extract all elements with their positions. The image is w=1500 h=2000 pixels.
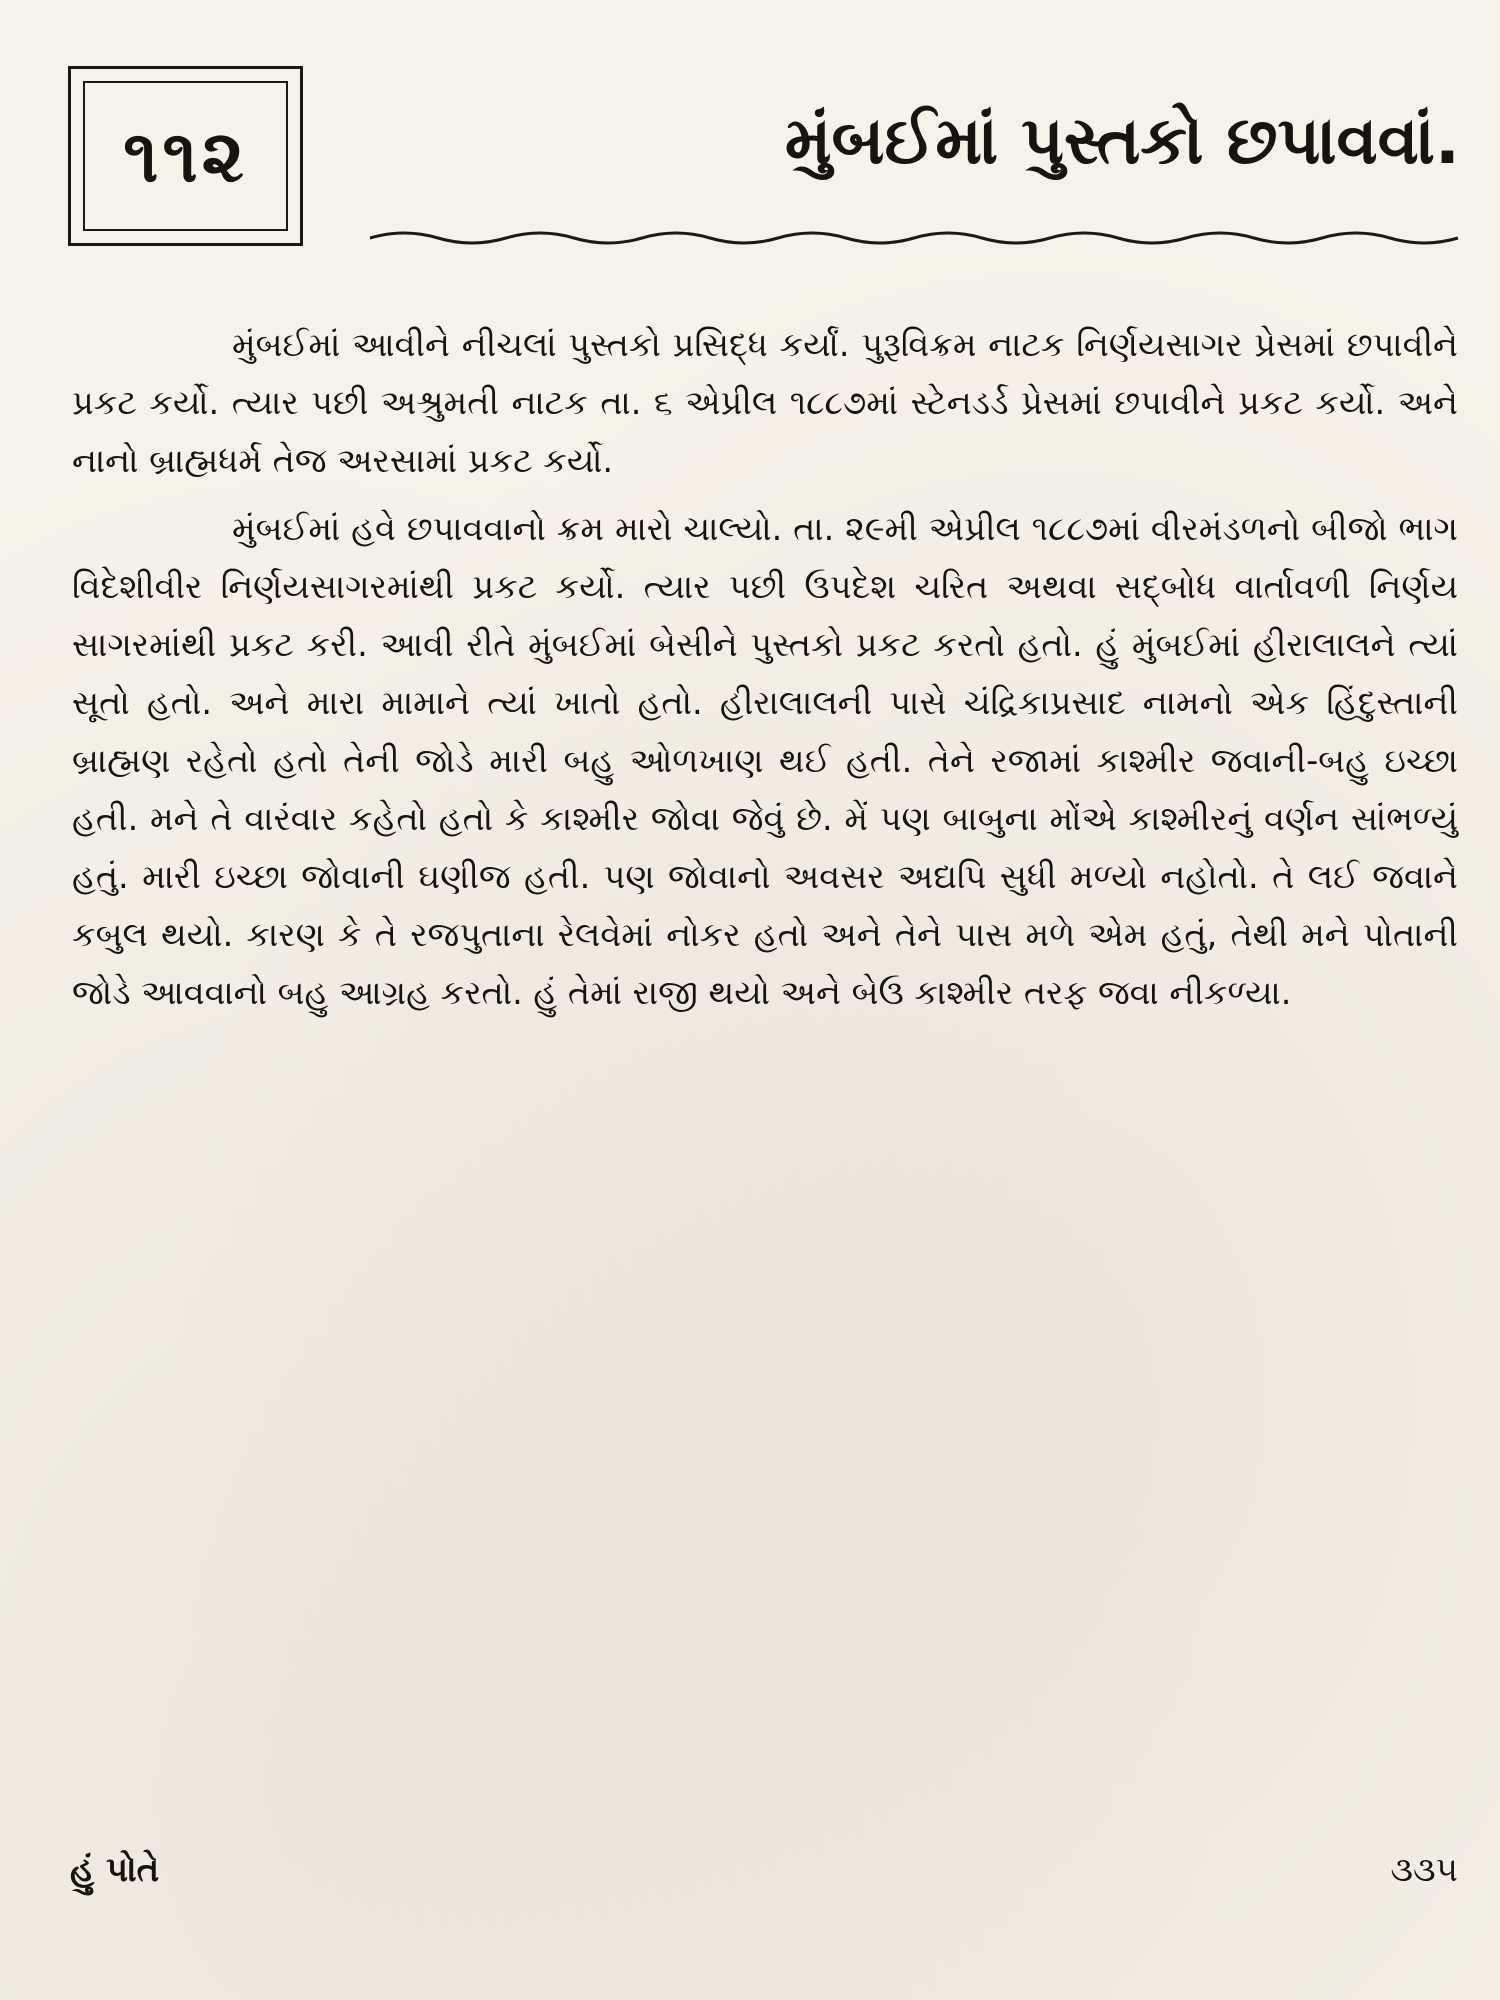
body-text — [72, 316, 1458, 1032]
chapter-number-box — [68, 66, 303, 246]
title-underline-wave-path — [370, 233, 1458, 243]
footer-page-number: ૩૩૫ — [1390, 1850, 1458, 1890]
paragraph-1: મુંબઈમાં આવીને નીચલાં પુસ્તકો પ્રસિદ્ધ કર્યાં. પુરૂવિક્રમ નાટક નિર્ણયસાગર પ્રેસમાં છપાવીને પ્રકટ કર્યો. ત્યાર પછી અશ્રુમતી નાટક તા. ૬ એપ્રીલ ૧૮૮૭માં સ્ટેનડર્ડ પ્રેસમાં છપાવીને પ્રકટ કર્યો. અને નાનો બ્રાહ્મધર્મ તેજ અરસામાં પ્રકટ કર્યો. — [72, 325, 1458, 480]
chapter-number-box-inner — [83, 81, 288, 231]
chapter-title: મુંબઈમાં પુસ્તકો છપાવવાં. — [784, 102, 1460, 179]
footer-book-title: હું પોતે — [70, 1850, 160, 1890]
chapter-number: ૧૧૨ — [123, 114, 248, 198]
title-underline-wave — [370, 226, 1460, 250]
paragraph-2: મુંબઈમાં હવે છપાવવાનો ક્રમ મારો ચાલ્યો. તા. ૨૯મી એપ્રીલ ૧૮૮૭માં વીરમંડળનો બીજો ભાગ વિદેશીવીર નિર્ણયસાગરમાંથી પ્રકટ કર્યો. ત્યાર પછી ઉપદેશ ચરિત અથવા સદ્બોધ વાર્તાવળી નિર્ણય સાગરમાંથી પ્રકટ કરી. આવી રીતે મુંબઈમાં બેસીને પુસ્તકો પ્રકટ કરતો હતો. હું મુંબઈમાં હીરાલાલને ત્યાં સૂતો હતો. અને મારા મામાને ત્યાં ખાતો હતો. હીરાલાલની પાસે ચંદ્રિકાપ્રસાદ નામનો એક હિંદુસ્તાની બ્રાહ્મણ રહેતો હતો તેની જોડે મારી બહુ ઓળખાણ થઈ હતી. તેને રજામાં કાશ્મીર જવાની-બહુ ઇચ્છા હતી. મને તે વારંવાર કહેતો હતો કે કાશ્મીર જોવા જેવું છે. મેં પણ બાબુના મોંએ કાશ્મીરનું વર્ણન સાંભળ્યું હતું. મારી ઇચ્છા જોવાની ઘણીજ હતી. પણ જોવાનો અવસર અદ્યપિ સુધી મળ્યો નહોતો. તે લઈ જવાને કબુલ થયો. કારણ કે તે રજપુતાના રેલવેમાં નોકર હતો અને તેને પાસ મળે એમ હતું, તેથી મને પોતાની જોડે આવવાનો બહુ આગ્રહ કરતો. હું તેમાં રાજી થયો અને બેઉ કાશ્મીર તરફ જવા નીકળ્યા. — [72, 509, 1458, 1012]
